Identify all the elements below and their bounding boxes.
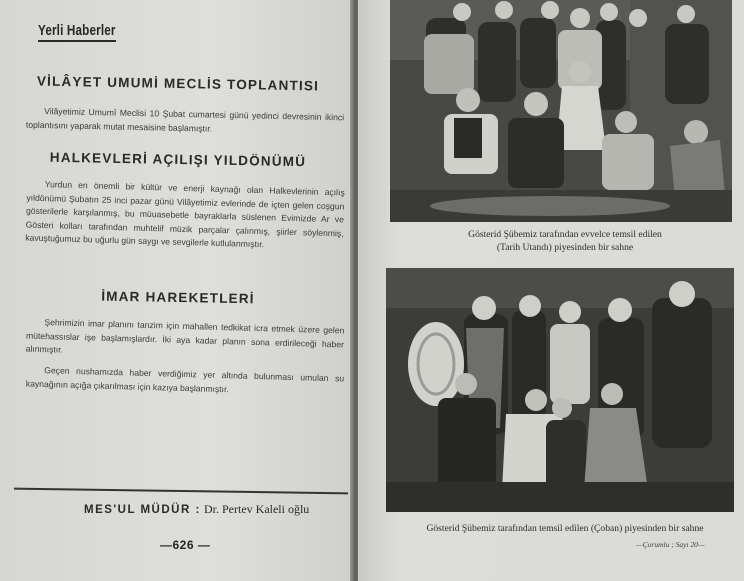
article-text-imar-2: Geçen nushamızda haber verdiğimiz yer altında bulunması umulan su kaynağının açığa çıkarılması için kazıya başlanmıştır. [25,365,345,394]
article-heading-imar: İMAR HAREKETLERİ [101,288,255,307]
photo-caption-2 [386,522,744,535]
article-text-imar-1: Şehrimizin imar planını tanzim için mahallen tedkikat icra etmek üzere gelen mütehassıslar işe başlamışlardır. İki aya kadar planın sona erdirileceği haber alınmıştır. [25,317,345,355]
photo-tarih-utandi [390,0,732,222]
photo-caption-1 [386,228,744,254]
footer-rule [14,488,348,495]
section-tag: Yerli Haberler [38,22,116,42]
photo-caption-2-line1: Gösterid Şübemiz tarafından temsil edilen (Çoban) piyesinden bir sahne [426,523,704,534]
editor-label: MES'UL MÜDÜR : [84,504,201,516]
article-text-halkevleri: Yurdun en önemli bir kültür ve enerji kaynağı olan Halkevlerinin açılış yıldönümü Şubatın 25 inci pazar günü Vilâyetimiz evlerinde de içten gelen coşgun gösterilerle karşılanmış, bu müuasebetle bayraklarla süslenen Evimizde Ar ve Gösteri kolları tarafından muhtelif müzik parçalar çalınmış, şiirler söylenmiş, kavuştuğumuz bu uğurlu gün saygı ve sevgilerle kutlulanmıştır. [25,179,345,250]
left-page [0,0,356,581]
editor-name: Dr. Pertev Kaleli oğlu [204,502,310,516]
article-heading-meclis: VİLÂYET UMUMİ MECLİS TOPLANTISI [36,73,320,94]
issue-footer-note: —Çorumlu ; Sayı 20— [636,540,705,549]
editor-line [84,502,309,517]
page-number: —626 — [160,538,211,552]
article-text-meclis: Vilâyetimiz Umumî Meclisi 10 Şubat cumartesi günü yedinci devresinin ikinci toplantısını yaparak mutat mesaisine başlamıştır. [25,106,345,134]
photo-coban [386,268,734,512]
photo-caption-1-line2: (Tarih Utandı) piyesinden bir sahne [496,242,634,253]
article-heading-halkevleri: HALKEVLERİ AÇILIŞI YILDÖNÜMÜ [49,149,307,170]
photo-caption-1-line1: Gösterid Şübemiz tarafından evvelce temsil edilen [468,229,662,240]
